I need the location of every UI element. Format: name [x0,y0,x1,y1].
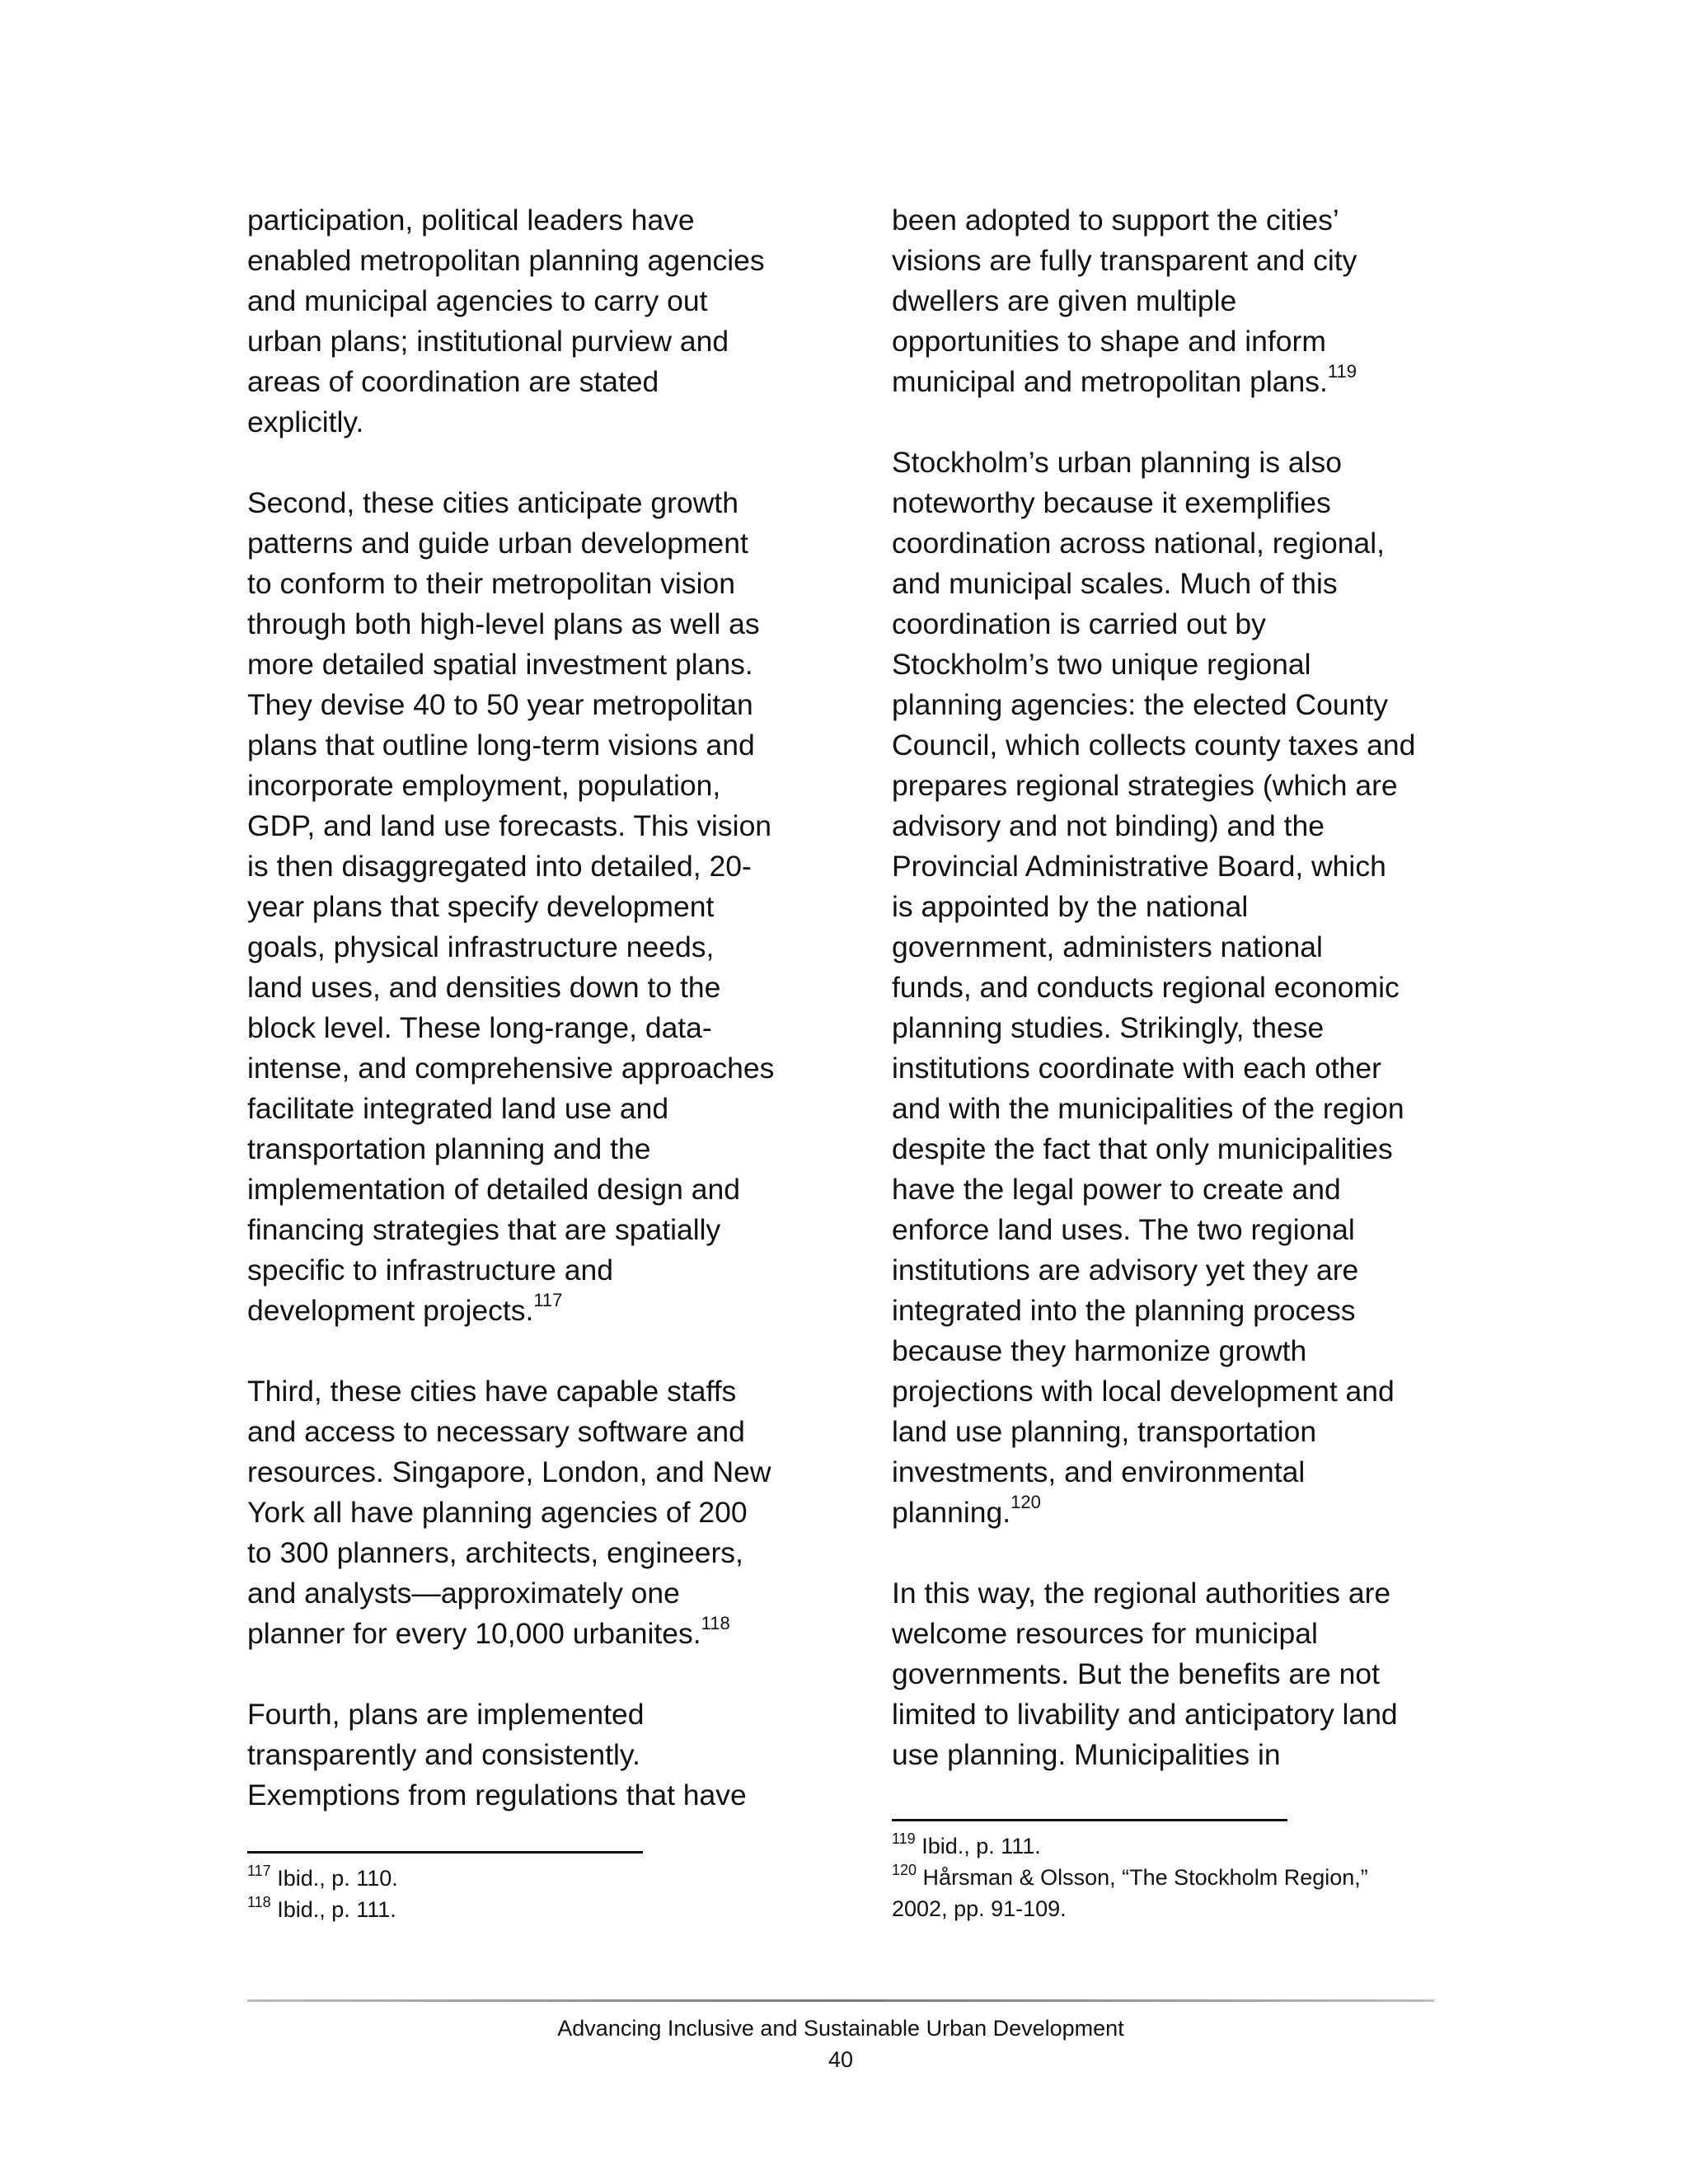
footnote-text: Hårsman & Olsson, “The Stockholm Region,” 2002, pp. 91-109. [892,1865,1368,1921]
page-number: 40 [828,2047,854,2072]
footnote-text: Ibid., p. 110. [270,1866,398,1891]
footnote-ref[interactable]: 120 [1010,1492,1041,1513]
footnote-text: Ibid., p. 111. [270,1897,396,1922]
paragraph-text: Third, these cities have capable staffs and access to necessary software and resources. Singapore, London, and New York all have planning agencies of 200 to 300 planners, architects, engineers, and analysts—approximately one planner for every 10,000 urbanites. [247,1375,771,1650]
footnote [892,1830,1419,1862]
paragraph [247,1694,808,1816]
footnote [247,1863,775,1894]
paragraph-text: In this way, the regional authorities are welcome resources for municipal governments. But the benefits are not limited to livability and anticipatory land use planning. Municipalities in [892,1577,1398,1771]
paragraph-text: participation, political leaders have enabled metropolitan planning agencies and municipal agencies to carry out urban plans; institutional purview and areas of coordination are stated explicitly. [247,204,765,438]
paragraph [247,483,808,1331]
footnote-text: Ibid., p. 111. [915,1834,1041,1858]
right-column [892,200,1469,1775]
paragraph [247,200,808,443]
page-footer [247,2013,1434,2075]
paragraph [892,443,1469,1533]
footnotes-right [892,1830,1419,1924]
footnote-ref[interactable]: 118 [701,1613,730,1634]
footnote-number: 118 [247,1894,271,1910]
paragraph-text: Fourth, plans are implemented transparently and consistently. Exemptions from regulations that have [247,1698,747,1811]
footnote-ref[interactable]: 119 [1327,361,1357,382]
paragraph-text: Stockholm’s urban planning is also noteworthy because it exemplifies coordination across national, regional, and municipal scales. Much of this coordination is carried out by Stockholm’s two unique regional planning agencies: the elected County Council, which collects county taxes and prepares regional strategies (which are advisory and not binding) and the Provincial Administrative Board, which is appointed by the national government, administers national funds, and conducts regional economic planning studies. Strikingly, these institutions coordinate with each other and with the municipalities of the region despite the fact that only municipalities have the legal power to create and enforce land uses. The two regional institutions are advisory yet they are integrated into the planning process because they harmonize growth projections with local development and land use planning, transportation investments, and environmental planning. [892,446,1416,1529]
paragraph [892,1573,1469,1775]
footnote-number: 117 [247,1863,271,1879]
footnote-divider [892,1819,1287,1821]
footer-title: Advancing Inclusive and Sustainable Urban Development [557,2016,1124,2041]
paragraph [247,1371,808,1654]
footnote-ref[interactable]: 117 [533,1290,563,1311]
paragraph [892,200,1469,402]
left-column [247,200,808,1816]
paragraph-text: been adopted to support the cities’ visions are fully transparent and city dwellers are given multiple opportunities to shape and inform municipal and metropolitan plans. [892,204,1357,398]
paragraph-text: Second, these cities anticipate growth patterns and guide urban development to conform to their metropolitan vision through both high-level plans as well as more detailed spatial investment plans. They devise 40 to 50 year metropolitan plans that outline long-term visions and incorporate employment, population, GDP, and land use forecasts. This vision is then disaggregated into detailed, 20- year plans that specify development goals, physical infrastructure needs, land uses, and densities down to the block level. These long-range, data- intense, and comprehensive approaches facilitate integrated land use and transportation planning and the implementation of detailed design and financing strategies that are spatially specific to infrastructure and development projects. [247,486,775,1327]
footnote [247,1894,775,1925]
footnote-number: 119 [892,1830,916,1847]
footnotes-left [247,1863,775,1925]
footer-divider [247,1999,1434,2002]
footnote-number: 120 [892,1862,917,1878]
footnote [892,1862,1419,1924]
footnote-divider [247,1851,643,1854]
